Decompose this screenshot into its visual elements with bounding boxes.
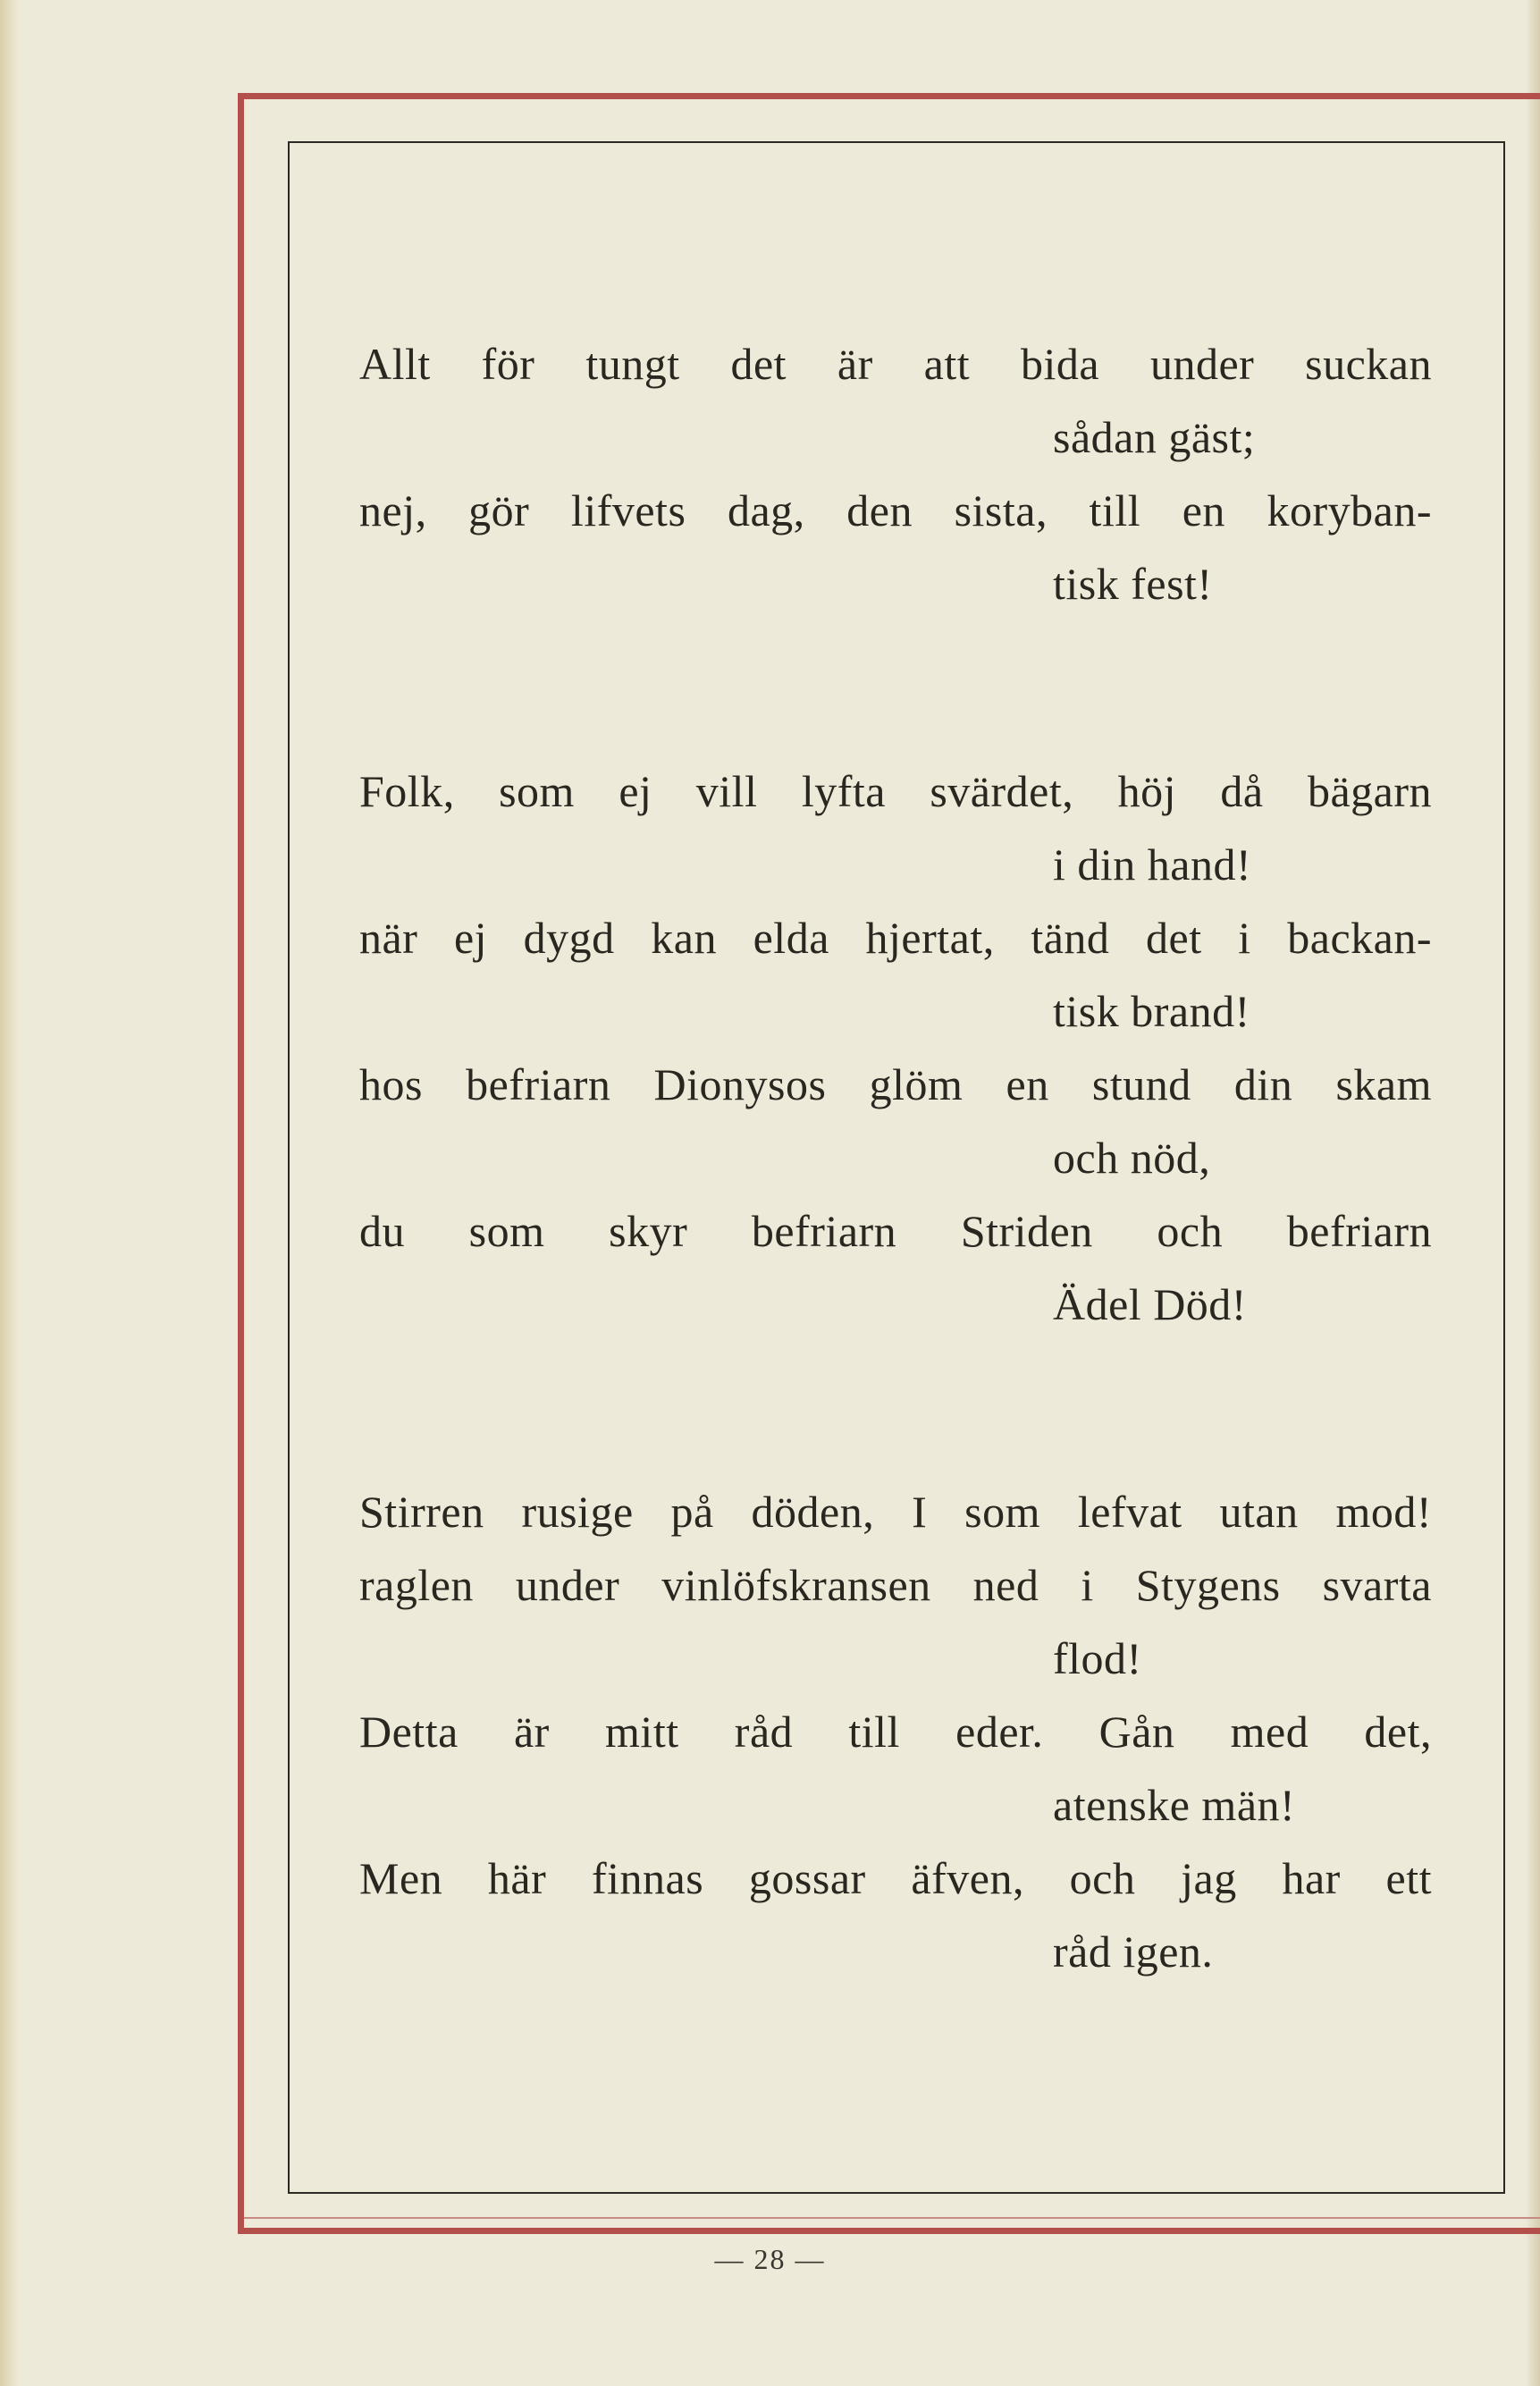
verse-line: när ej dygd kan elda hjertat, tänd det i backan-	[359, 913, 1432, 963]
verse-continuation: råd igen.	[1053, 1927, 1214, 1977]
stanza-1	[359, 327, 1432, 620]
verse-continuation: Ädel Död!	[1053, 1279, 1247, 1329]
verse-line: Folk, som ej vill lyfta svärdet, höj då bägarn	[359, 766, 1432, 816]
verse-continuation: tisk fest!	[1053, 559, 1213, 609]
verse-line: raglen under vinlöfskransen ned i Stygens svarta	[359, 1560, 1432, 1610]
verse-line: nej, gör lifvets dag, den sista, till en koryban-	[359, 485, 1432, 535]
poem	[359, 327, 1432, 2122]
verse-continuation: flod!	[1053, 1633, 1142, 1683]
verse-line: Stirren rusige på döden, I som lefvat utan mod!	[359, 1487, 1432, 1537]
verse-line: Allt för tungt det är att bida under suckan	[359, 339, 1432, 389]
stanza-2	[359, 755, 1432, 1341]
verse-continuation: tisk brand!	[1053, 986, 1250, 1036]
stanza-3	[359, 1475, 1432, 1988]
verse-continuation: sådan gäst;	[1053, 412, 1256, 462]
page-number: — 28 —	[714, 2243, 826, 2275]
verse-continuation: och nöd,	[1053, 1133, 1211, 1183]
verse-line: Detta är mitt råd till eder. Gån med det,	[359, 1707, 1432, 1757]
verse-line: Men här finnas gossar äfven, och jag har ett	[359, 1853, 1432, 1903]
page-edge-left	[0, 0, 20, 2386]
verse-line: hos befriarn Dionysos glöm en stund din skam	[359, 1059, 1432, 1109]
verse-continuation: atenske män!	[1053, 1780, 1296, 1830]
verse-continuation: i din hand!	[1053, 839, 1252, 889]
verse-line: du som skyr befriarn Striden och befriarn	[359, 1206, 1432, 1256]
